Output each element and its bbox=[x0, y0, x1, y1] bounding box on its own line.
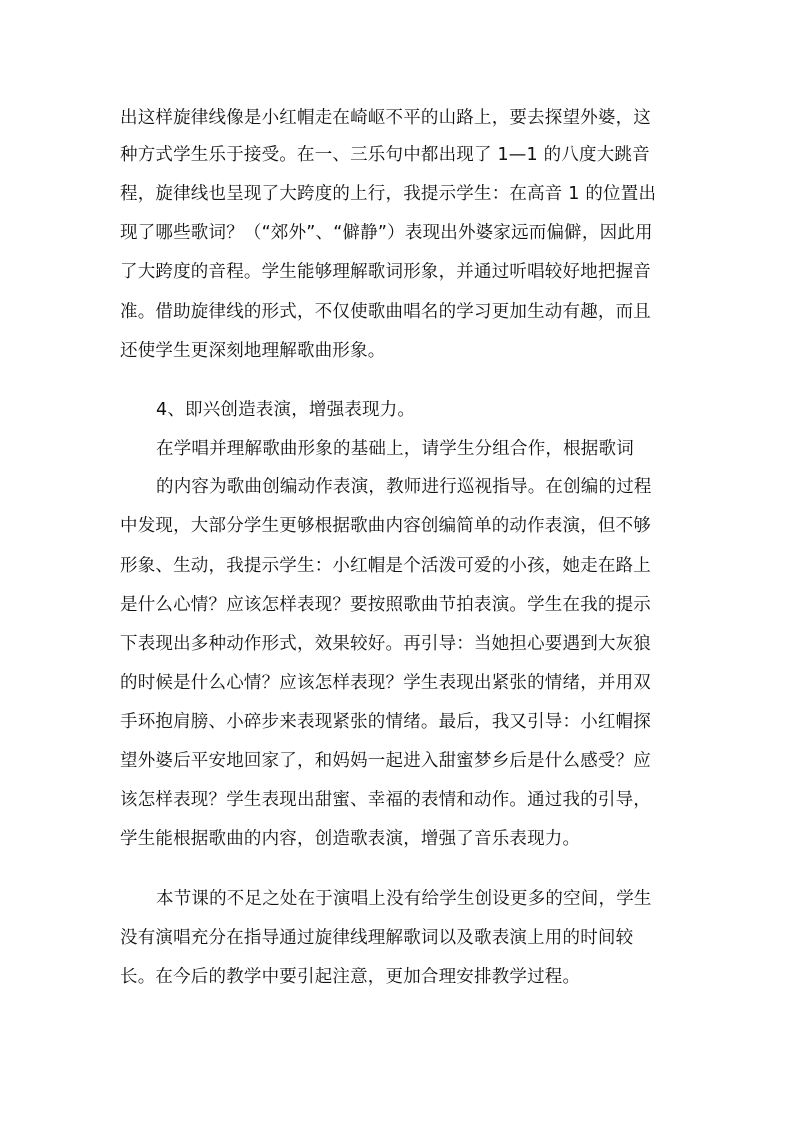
paragraph-line: 长。在今后的教学中要引起注意，更加合理安排教学过程。 bbox=[120, 967, 581, 987]
paragraph-line: 中发现，大部分学生更够根据歌曲内容创编简单的动作表演，但不够 bbox=[120, 516, 651, 536]
paragraph-line: 的时候是什么心情？应该怎样表现？学生表现出紧张的情绪，并用双 bbox=[120, 673, 651, 693]
paragraph-line: 本节课的不足之处在于演唱上没有给学生创设更多的空间，学生 bbox=[156, 889, 652, 909]
paragraph-line: 程，旋律线也呈现了大跨度的上行，我提示学生：在高音 1 的位置出 bbox=[120, 184, 657, 204]
paragraph-line: 下表现出多种动作形式，效果较好。再引导：当她担心要遇到大灰狼 bbox=[120, 634, 651, 654]
paragraph-line: 形象、生动，我提示学生：小红帽是个活泼可爱的小孩，她走在路上 bbox=[120, 556, 651, 576]
paragraph-line: 望外婆后平安地回家了，和妈妈一起进入甜蜜梦乡后是什么感受？应 bbox=[120, 751, 651, 771]
paragraph-line: 还使学生更深刻地理解歌曲形象。 bbox=[120, 341, 386, 361]
paragraph-line: 是什么心情？应该怎样表现？要按照歌曲节拍表演。学生在我的提示 bbox=[120, 595, 651, 615]
paragraph-line: 准。借助旋律线的形式，不仅使歌曲唱名的学习更加生动有趣，而且 bbox=[120, 302, 651, 322]
paragraph-line: 种方式学生乐于接受。在一、三乐句中都出现了 1—1 的八度大跳音 bbox=[120, 145, 650, 165]
paragraph-line: 出这样旋律线像是小红帽走在崎岖不平的山路上，要去探望外婆，这 bbox=[120, 108, 651, 128]
paragraph-line: 学生能根据歌曲的内容，创造歌表演，增强了音乐表现力。 bbox=[120, 829, 581, 849]
paragraph-line: 该怎样表现？学生表现出甜蜜、幸福的表情和动作。通过我的引导， bbox=[120, 790, 651, 810]
paragraph-line: 了大跨度的音程。学生能够理解歌词形象，并通过听唱较好地把握音 bbox=[120, 262, 651, 282]
section-heading: 4、即兴创造表演，增强表现力。 bbox=[156, 400, 416, 420]
paragraph-line: 在学唱并理解歌曲形象的基础上，请学生分组合作，根据歌词 bbox=[156, 439, 634, 459]
paragraph-line: 的内容为歌曲创编动作表演，教师进行巡视指导。在创编的过程 bbox=[156, 477, 652, 497]
paragraph-line: 现了哪些歌词？（“郊外”、“僻静”）表现出外婆家远而偏僻，因此用 bbox=[120, 223, 653, 243]
paragraph-line: 手环抱肩膀、小碎步来表现紧张的情绪。最后，我又引导：小红帽探 bbox=[120, 712, 651, 732]
paragraph-line: 没有演唱充分在指导通过旋律线理解歌词以及歌表演上用的时间较 bbox=[120, 928, 634, 948]
